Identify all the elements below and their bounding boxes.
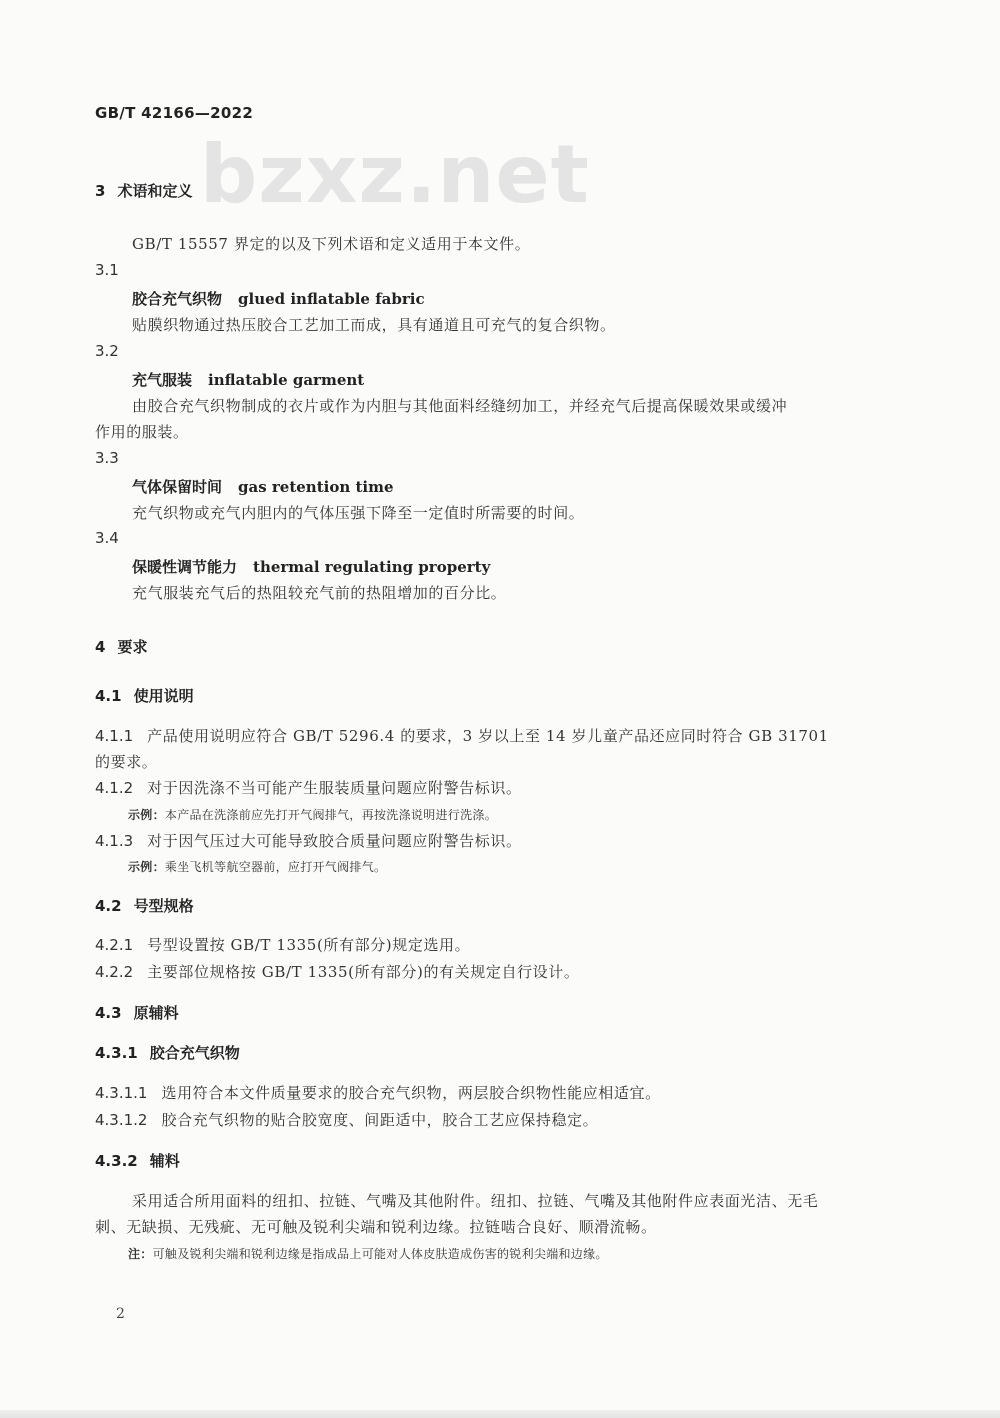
clause-number: 4.1.2: [95, 779, 134, 797]
section-title: 使用说明: [133, 687, 194, 705]
term-heading: [132, 476, 394, 497]
clause-number: 4.1.3: [95, 832, 134, 850]
section-4-heading: [95, 636, 147, 657]
section-number: 4.3.1: [95, 1044, 138, 1062]
clause-number: 4.2.2: [95, 963, 134, 981]
term-number: 3.4: [95, 529, 119, 547]
section-4-3-1-heading: [95, 1042, 240, 1063]
term-definition: 贴膜织物通过热压胶合工艺加工而成，具有通道且可充气的复合织物。: [132, 316, 616, 334]
section-number: 4.1: [95, 687, 122, 705]
term-zh: 胶合充气织物: [132, 290, 223, 308]
clause-text: 号型设置按 GB/T 1335(所有部分)规定选用。: [147, 936, 471, 954]
example-text: 本产品在洗涤前应先打开气阀排气，再按洗涤说明进行洗涤。: [164, 808, 498, 822]
note: [128, 1245, 608, 1262]
term-definition: 由胶合充气织物制成的衣片或作为内胆与其他面料经缝纫加工，并经充气后提高保暖效果或缓冲: [132, 397, 788, 415]
clause-text: 主要部位规格按 GB/T 1335(所有部分)的有关规定自行设计。: [147, 963, 580, 981]
clause-4-2-1: [95, 934, 470, 955]
section-number: 4: [95, 638, 106, 656]
term-number: 3.3: [95, 449, 119, 467]
clause-text: 选用符合本文件质量要求的胶合充气织物，两层胶合织物性能应相适宜。: [161, 1084, 661, 1102]
section-4-2-heading: [95, 895, 194, 916]
term-number: 3.2: [95, 342, 119, 360]
section-number: 4.2: [95, 897, 122, 915]
term-zh: 气体保留时间: [132, 478, 223, 496]
section-title: 术语和定义: [117, 182, 193, 200]
example-text: 乘坐飞机等航空器前，应打开气阀排气。: [164, 860, 387, 874]
section-number: 3: [95, 182, 106, 200]
note-text: 可触及锐利尖端和锐利边缘是指成品上可能对人体皮肤造成伤害的锐利尖端和边缘。: [152, 1247, 608, 1261]
term-en: inflatable garment: [208, 371, 365, 389]
section-3-heading: [95, 180, 192, 201]
clause-4-3-1-1: [95, 1082, 661, 1103]
term-heading: [132, 369, 364, 390]
clause-4-1-3: [95, 830, 522, 851]
term-definition: 充气服装充气后的热阻较充气前的热阻增加的百分比。: [132, 584, 507, 602]
example-note: [128, 806, 497, 823]
term-heading: [132, 288, 425, 309]
document-number-header: GB/T 42166—2022: [95, 104, 254, 122]
paragraph: 采用适合所用面料的纽扣、拉链、气嘴及其他附件。纽扣、拉链、气嘴及其他附件应表面光洁、无毛: [132, 1192, 819, 1210]
clause-text-continued: 的要求。: [95, 753, 158, 771]
section-title: 辅料: [149, 1152, 180, 1170]
term-definition-continued: 作用的服装。: [95, 423, 189, 441]
example-label: 示例：: [128, 808, 165, 822]
section-4-1-heading: [95, 685, 194, 706]
clause-text: 胶合充气织物的贴合胶宽度、间距适中，胶合工艺应保持稳定。: [161, 1111, 599, 1129]
watermark: bzxz.net: [200, 128, 590, 221]
paragraph-continued: 刺、无缺损、无残疵、无可触及锐利尖端和锐利边缘。拉链啮合良好、顺滑流畅。: [95, 1218, 657, 1236]
section-number: 4.3: [95, 1004, 122, 1022]
clause-text: 对于因洗涤不当可能产生服装质量问题应附警告标识。: [147, 779, 522, 797]
page-bottom-edge: [0, 1410, 1000, 1418]
term-zh: 充气服装: [132, 371, 193, 389]
clause-text: 产品使用说明应符合 GB/T 5296.4 的要求，3 岁以上至 14 岁儿童产品还应同时符合 GB 31701: [147, 727, 829, 745]
term-definition: 充气织物或充气内胆内的气体压强下降至一定值时所需要的时间。: [132, 504, 585, 522]
example-label: 示例：: [128, 860, 165, 874]
clause-4-3-1-2: [95, 1109, 598, 1130]
term-number: 3.1: [95, 261, 119, 279]
term-zh: 保暖性调节能力: [132, 558, 238, 576]
clause-4-1-2: [95, 777, 522, 798]
clause-number: 4.1.1: [95, 727, 134, 745]
clause-number: 4.3.1.2: [95, 1111, 148, 1129]
section-4-3-heading: [95, 1002, 179, 1023]
clause-4-1-1: [95, 725, 829, 746]
section-3-intro: GB/T 15557 界定的以及下列术语和定义适用于本文件。: [132, 235, 531, 253]
section-number: 4.3.2: [95, 1152, 138, 1170]
section-title: 胶合充气织物: [149, 1044, 240, 1062]
example-note: [128, 858, 386, 875]
term-en: thermal regulating property: [253, 558, 491, 576]
clause-number: 4.2.1: [95, 936, 134, 954]
section-4-3-2-heading: [95, 1150, 180, 1171]
clause-number: 4.3.1.1: [95, 1084, 148, 1102]
note-label: 注：: [128, 1247, 153, 1261]
section-title: 号型规格: [133, 897, 194, 915]
term-en: glued inflatable fabric: [238, 290, 425, 308]
term-heading: [132, 556, 490, 577]
clause-text: 对于因气压过大可能导致胶合质量问题应附警告标识。: [147, 832, 522, 850]
section-title: 要求: [117, 638, 148, 656]
clause-4-2-2: [95, 961, 579, 982]
term-en: gas retention time: [238, 478, 394, 496]
section-title: 原辅料: [133, 1004, 179, 1022]
page-number: 2: [116, 1306, 125, 1322]
